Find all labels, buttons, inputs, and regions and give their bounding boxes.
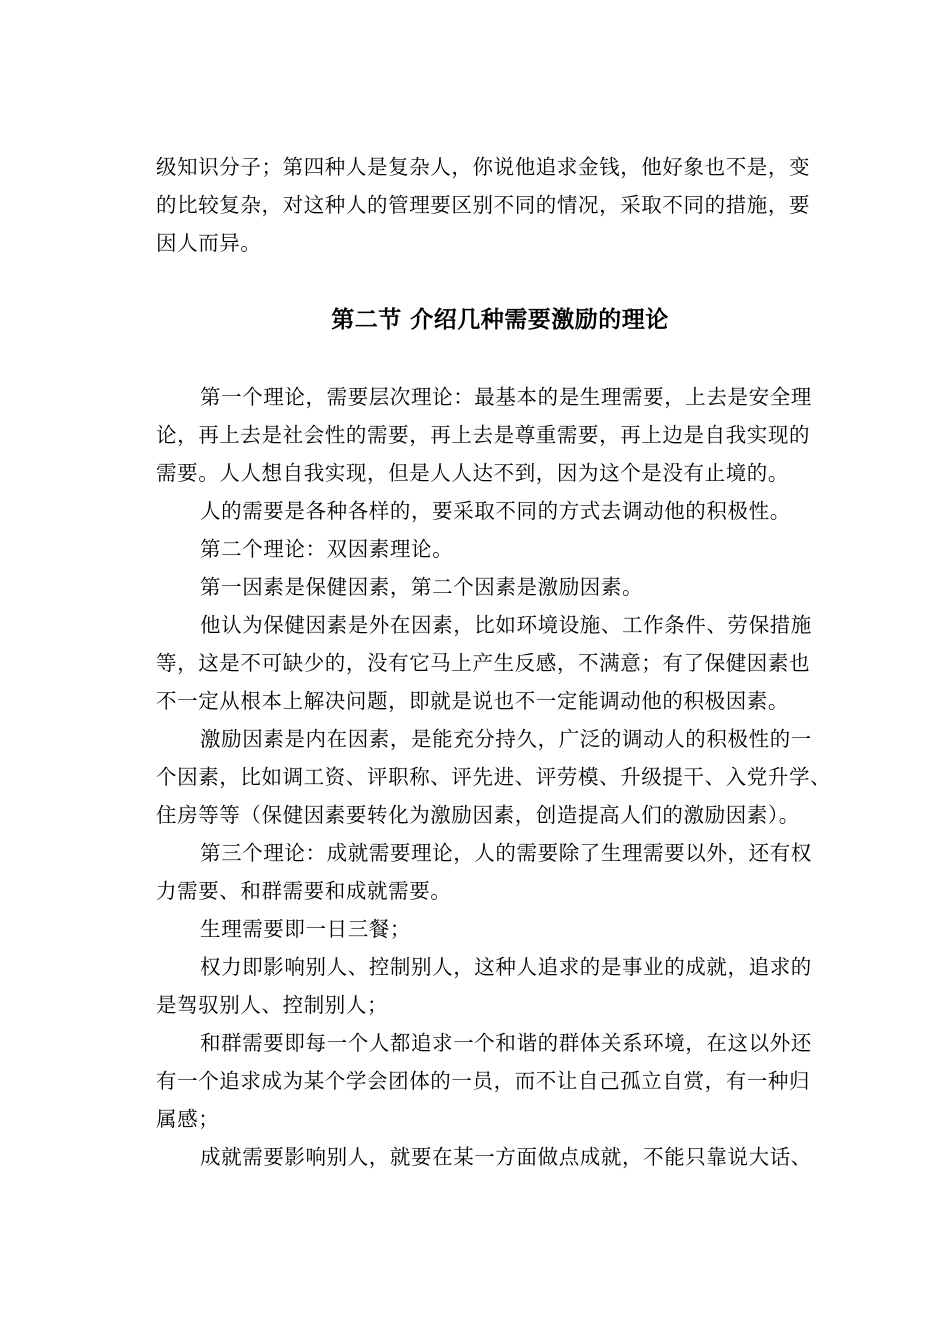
text-line: 因人而异。: [156, 231, 262, 255]
text-line: 属感；: [156, 1107, 220, 1131]
intro-paragraph: [156, 148, 856, 262]
text-line: 激励因素是内在因素，是能充分持久，广泛的调动人的积极性的一: [200, 727, 812, 751]
text-line: 论，再上去是社会性的需要，再上去是尊重需要，再上边是自我实现的: [156, 423, 811, 447]
text-line: 第二个理论：双因素理论。: [200, 537, 454, 561]
text-line: 人的需要是各种各样的，要采取不同的方式去调动他的积极性。: [200, 499, 791, 523]
text-line: 第一因素是保健因素，第二个因素是激励因素。: [200, 575, 644, 599]
section-heading: 第二节 介绍几种需要激励的理论: [331, 307, 669, 333]
text-line: 级知识分子；第四种人是复杂人，你说他追求金钱，他好象也不是，变: [156, 155, 811, 179]
text-line: 的比较复杂，对这种人的管理要区别不同的情况，采取不同的措施，要: [156, 193, 811, 217]
text-line: 需要。人人想自我实现，但是人人达不到，因为这个是没有止境的。: [156, 461, 789, 485]
text-line: 成就需要影响别人，就要在某一方面做点成就，不能只靠说大话、: [200, 1145, 812, 1169]
text-line: 个因素，比如调工资、评职称、评先进、评劳模、升级提干、入党升学、: [156, 765, 832, 789]
text-line: 和群需要即每一个人都追求一个和谐的群体关系环境，在这以外还: [200, 1031, 812, 1055]
text-line: 第一个理论，需要层次理论：最基本的是生理需要，上去是安全理: [200, 385, 812, 409]
body-text: [156, 378, 856, 1176]
text-line: 生理需要即一日三餐；: [200, 917, 411, 941]
text-line: 不一定从根本上解决问题，即就是说也不一定能调动他的积极因素。: [156, 689, 789, 713]
text-line: 他认为保健因素是外在因素，比如环境设施、工作条件、劳保措施: [200, 613, 812, 637]
text-line: 力需要、和群需要和成就需要。: [156, 879, 452, 903]
text-line: 有一个追求成为某个学会团体的一员，而不让自己孤立自赏，有一种归: [156, 1069, 811, 1093]
text-line: 权力即影响别人、控制别人，这种人追求的是事业的成就，追求的: [200, 955, 812, 979]
text-line: 等，这是不可缺少的，没有它马上产生反感，不满意；有了保健因素也: [156, 651, 811, 675]
text-line: 住房等等（保健因素要转化为激励因素，创造提高人们的激励因素）。: [156, 803, 800, 827]
text-line: 第三个理论：成就需要理论，人的需要除了生理需要以外，还有权: [200, 841, 812, 865]
text-line: 是驾驭别人、控制别人；: [156, 993, 389, 1017]
